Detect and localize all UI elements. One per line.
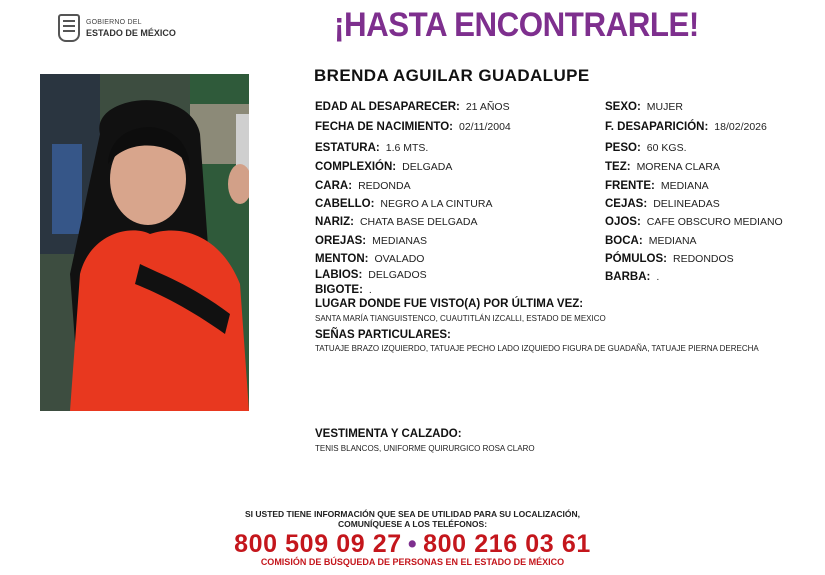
missing-person-photo bbox=[40, 74, 249, 411]
field-label: BOCA: bbox=[605, 235, 643, 247]
separator-dot: • bbox=[407, 530, 418, 558]
logo-text bbox=[86, 18, 176, 38]
field-label: LABIOS: bbox=[315, 269, 363, 281]
field-fecha-nacimiento bbox=[315, 120, 511, 134]
field-label: OREJAS: bbox=[315, 235, 367, 247]
government-seal-icon bbox=[58, 14, 80, 42]
field-estatura bbox=[315, 141, 428, 155]
field-label: FRENTE: bbox=[605, 180, 655, 192]
field-value: MORENA CLARA bbox=[636, 161, 720, 173]
field-value: 21 AÑOS bbox=[465, 101, 510, 113]
field-value: DELINEADAS bbox=[653, 198, 720, 210]
field-label: NARIZ: bbox=[315, 216, 354, 228]
person-name: BRENDA AGUILAR GUADALUPE bbox=[314, 66, 590, 85]
field-cara bbox=[315, 179, 411, 193]
field-value: . bbox=[656, 271, 660, 283]
field-label: ESTATURA: bbox=[315, 142, 380, 154]
field-frente bbox=[605, 179, 709, 193]
logo-line-1: GOBIERNO DEL bbox=[86, 19, 142, 26]
field-value: REDONDOS bbox=[672, 253, 734, 265]
field-peso bbox=[605, 141, 687, 155]
field-label: PÓMULOS: bbox=[605, 253, 667, 265]
field-label: MENTON: bbox=[315, 253, 369, 265]
phone-numbers bbox=[0, 530, 825, 559]
field-label: F. DESAPARICIÓN: bbox=[605, 121, 709, 133]
field-value: CAFE OBSCURO MEDIANO bbox=[646, 216, 783, 228]
field-cabello bbox=[315, 197, 492, 211]
person-photo-illustration bbox=[40, 74, 249, 411]
field-label: BIGOTE: bbox=[315, 284, 363, 296]
field-value: NEGRO A LA CINTURA bbox=[380, 198, 493, 210]
field-value: CHATA BASE DELGADA bbox=[359, 216, 478, 228]
field-value: DELGADA bbox=[402, 161, 453, 173]
clothing-value: TENIS BLANCOS, UNIFORME QUIRURGICO ROSA CLARO bbox=[315, 444, 535, 453]
field-edad bbox=[315, 100, 510, 114]
government-logo bbox=[58, 14, 176, 42]
field-value: 1.6 MTS. bbox=[385, 142, 429, 154]
field-label: TEZ: bbox=[605, 161, 631, 173]
field-pomulos bbox=[605, 252, 734, 266]
marks-value: TATUAJE BRAZO IZQUIERDO, TATUAJE PECHO LADO IZQUIEDO FIGURA DE GUADAÑA, TATUAJE PIERNA DERECHA bbox=[315, 344, 759, 353]
field-label: OJOS: bbox=[605, 216, 641, 228]
field-value: MUJER bbox=[646, 101, 683, 113]
field-value: 18/02/2026 bbox=[714, 121, 767, 133]
field-label: CABELLO: bbox=[315, 198, 375, 210]
field-value: 60 KGS. bbox=[646, 142, 687, 154]
field-complexion bbox=[315, 160, 452, 174]
field-labios bbox=[315, 268, 427, 282]
info-line-2: COMUNÍQUESE A LOS TELÉFONOS: bbox=[337, 519, 488, 529]
field-menton bbox=[315, 252, 424, 266]
info-line-1: SI USTED TIENE INFORMACIÓN QUE SEA DE UTILIDAD PARA SU LOCALIZACIÓN, bbox=[245, 509, 580, 519]
field-value: OVALADO bbox=[374, 253, 425, 265]
field-label: CEJAS: bbox=[605, 198, 648, 210]
field-label: BARBA: bbox=[605, 271, 651, 283]
marks-label: SEÑAS PARTICULARES: bbox=[315, 329, 451, 341]
field-label: CARA: bbox=[315, 180, 353, 192]
field-value: DELGADOS bbox=[368, 269, 427, 281]
field-label: EDAD AL DESAPARECER: bbox=[315, 101, 460, 113]
field-fecha-desaparicion bbox=[605, 120, 767, 134]
field-value: MEDIANA bbox=[660, 180, 709, 192]
field-ojos bbox=[605, 215, 783, 229]
field-boca bbox=[605, 234, 697, 248]
field-value: MEDIANA bbox=[648, 235, 697, 247]
commission-name: COMISIÓN DE BÚSQUEDA DE PERSONAS EN EL ESTADO DE MÉXICO bbox=[260, 557, 565, 567]
field-label: SEXO: bbox=[605, 101, 641, 113]
field-value: 02/11/2004 bbox=[459, 121, 511, 133]
field-label: PESO: bbox=[605, 142, 641, 154]
field-value: MEDIANAS bbox=[372, 235, 427, 247]
field-bigote bbox=[315, 283, 372, 297]
field-tez bbox=[605, 160, 720, 174]
headline: ¡HASTA ENCONTRARLE! bbox=[334, 6, 699, 44]
phone-number-1: 800 509 09 27 bbox=[234, 530, 402, 558]
clothing-label: VESTIMENTA Y CALZADO: bbox=[315, 428, 462, 440]
field-cejas bbox=[605, 197, 720, 211]
field-value: . bbox=[368, 284, 372, 296]
last-seen-label: LUGAR DONDE FUE VISTO(A) POR ÚLTIMA VEZ: bbox=[315, 298, 584, 310]
phone-number-2: 800 216 03 61 bbox=[423, 530, 591, 558]
field-barba bbox=[605, 270, 659, 284]
field-label: COMPLEXIÓN: bbox=[315, 161, 397, 173]
field-sexo bbox=[605, 100, 683, 114]
field-nariz bbox=[315, 215, 477, 229]
field-orejas bbox=[315, 234, 427, 248]
field-value: REDONDA bbox=[358, 180, 411, 192]
last-seen-value: SANTA MARÍA TIANGUISTENCO, CUAUTITLÁN IZCALLI, ESTADO DE MEXICO bbox=[315, 314, 606, 323]
field-label: FECHA DE NACIMIENTO: bbox=[315, 121, 453, 133]
logo-line-2: ESTADO DE MÉXICO bbox=[86, 28, 176, 38]
